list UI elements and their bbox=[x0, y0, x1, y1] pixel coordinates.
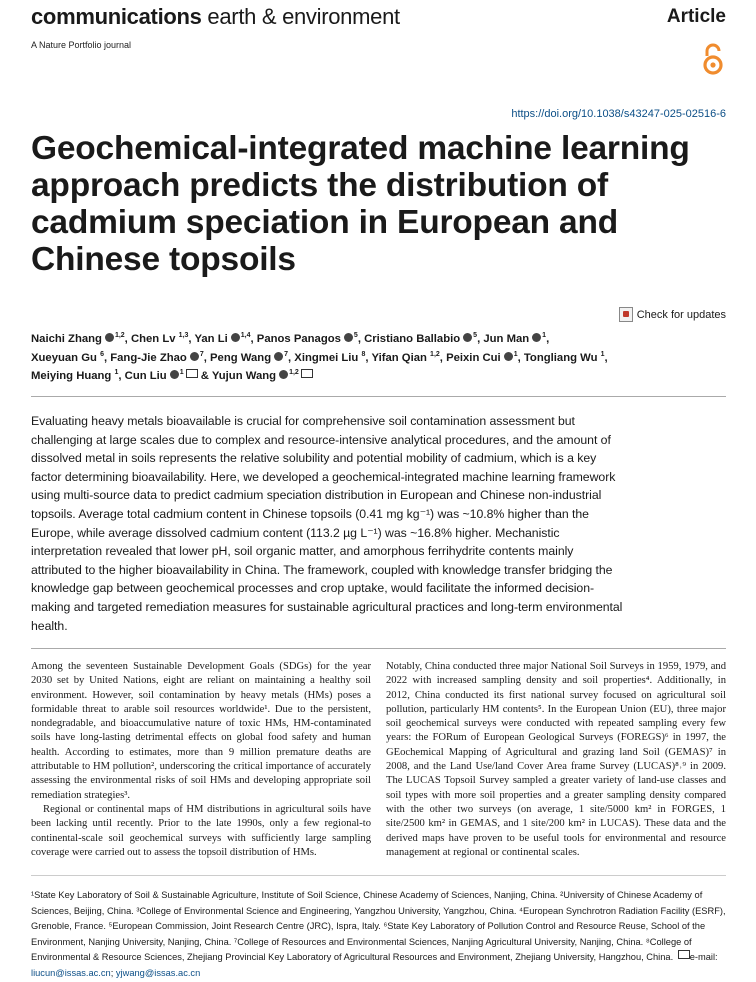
author-separator: , bbox=[188, 333, 195, 345]
journal-name bbox=[31, 4, 400, 30]
divider bbox=[31, 875, 726, 876]
author-name[interactable] bbox=[364, 333, 477, 345]
author-separator: , bbox=[604, 351, 608, 364]
author-name[interactable] bbox=[194, 333, 250, 345]
article-type: Article bbox=[666, 6, 726, 27]
author-name[interactable] bbox=[257, 333, 358, 345]
author-name-text: Peng Wang bbox=[210, 351, 272, 364]
orcid-icon[interactable] bbox=[190, 352, 199, 361]
doi-link[interactable]: https://doi.org/10.1038/s43247-025-02516-6 bbox=[511, 108, 726, 120]
author-affiliation-sup: 5 bbox=[473, 332, 478, 340]
author-name[interactable] bbox=[31, 352, 104, 364]
email-icon[interactable] bbox=[186, 369, 198, 378]
author-affiliation-sup: 1 bbox=[179, 369, 184, 377]
author-affiliation-sup: 5 bbox=[353, 332, 358, 340]
affiliations-text: ¹State Key Laboratory of Soil & Sustainable Agriculture, Institute of Soil Science, Chinese Academy of Sciences, Nanjing, China. ²University of Chinese Academy of Sciences, Beijing, China. ³College of Environmental Science and Engineering, Yangzhou University, Yangzhou, China. ⁴European Synchrotron Radiation Facility (ESRF), Grenoble, France. ⁵European Commission, Joint Research Centre (JRC), Ispra, Italy. ⁶State Key Laboratory of Pollution Control and Resource Reuse, School of the Environment, Nanjing University, Nanjing, China. ⁷College of Resources and Environmental Sciences, Nanjing Agricultural University, Nanjing, China. ⁸College of Environmental & Resource Sciences, Zhejiang Provincial Key Laboratory of Agricultural Resources and Environment, Zhejiang University, Hangzhou, China. bbox=[31, 890, 726, 963]
open-access-icon bbox=[700, 42, 726, 76]
author-name[interactable] bbox=[110, 352, 203, 364]
author-name-text: Yifan Qian bbox=[371, 351, 427, 364]
orcid-icon[interactable] bbox=[170, 370, 179, 379]
author-affiliation-sup: 1 bbox=[114, 369, 119, 377]
orcid-icon[interactable] bbox=[504, 352, 513, 361]
orcid-icon[interactable] bbox=[463, 333, 472, 342]
orcid-icon[interactable] bbox=[274, 352, 283, 361]
email-label: e-mail: bbox=[689, 952, 718, 963]
portfolio-label: A Nature Portfolio journal bbox=[31, 40, 132, 50]
author-affiliation-sup: 1,2 bbox=[289, 369, 299, 377]
author-separator: , bbox=[288, 351, 295, 364]
author-affiliation-sup: 7 bbox=[284, 350, 289, 358]
orcid-icon[interactable] bbox=[344, 333, 353, 342]
email-separator: ; bbox=[110, 967, 116, 978]
author-separator: , bbox=[203, 351, 211, 364]
author-separator: , bbox=[439, 351, 447, 364]
author-name-text: Cristiano Ballabio bbox=[364, 333, 461, 345]
author-affiliation-sup: 1,3 bbox=[178, 332, 189, 340]
paragraph: Regional or continental maps of HM distributions in agricultural soils have been lacking until recently. Prior to the late 1990s, only a few regional-to continental-scale soil geochemical surveys with sufficiently large sampling coverage were carried out to assess the topsoil distribution of HMs. bbox=[31, 803, 371, 858]
author-name-text: Xueyuan Gu bbox=[31, 351, 97, 364]
author-affiliation-sup: 8 bbox=[361, 350, 366, 358]
author-name-text: Panos Panagos bbox=[256, 333, 341, 345]
author-affiliation-sup: 1,2 bbox=[114, 332, 125, 340]
abstract: Evaluating heavy metals bioavailable is crucial for comprehensive soil contamination assessment but challenging at large scales due to complex and resource-intensive analytical procedures, and the amount of dissolved metal in soils represents the relative solubility and potential mobility of cadmium, which is a key factor determining bioavailability. Here, we developed a geochemical-integrated machine learning framework using multi-source data to predict cadmium speciation distribution in European and Chinese non-industrial topsoils. Average total cadmium content in Chinese topsoils (0.41 mg kg⁻¹) was ~10.8% higher than the Europe, while average dissolved cadmium content (113.2 µg L⁻¹) was ~16.8% higher. Mechanistic interpretation revealed that lower pH, soil organic matter, and amorphous ferrihydrite contents mainly attributed to the higher bioavailability in China. The framework, coupled with knowledge transfer bridging the knowledge gap between geochemical processes and crop uptake, would facilitate the informed decision-making and targeted remediation measures for sustainable agricultural practices and long-term environmental health. bbox=[31, 414, 623, 633]
body-column-2 bbox=[386, 660, 726, 860]
author-name-text: Tongliang Wu bbox=[523, 351, 598, 364]
author-separator: , bbox=[103, 351, 111, 364]
divider bbox=[31, 396, 726, 397]
author-separator: , bbox=[118, 370, 125, 382]
orcid-icon[interactable] bbox=[532, 333, 541, 342]
author-name[interactable] bbox=[212, 370, 313, 382]
author-affiliation-sup: 1 bbox=[513, 350, 518, 358]
author-affiliation-sup: 1 bbox=[600, 350, 605, 358]
author-separator: , bbox=[477, 333, 484, 345]
author-name-text: Jun Man bbox=[483, 333, 530, 345]
author-name-text: Chen Lv bbox=[130, 333, 176, 345]
author-list bbox=[31, 330, 731, 386]
orcid-icon[interactable] bbox=[105, 333, 114, 342]
journal-name-light: earth & environment bbox=[207, 4, 400, 29]
author-name[interactable] bbox=[483, 333, 546, 345]
author-name[interactable] bbox=[524, 352, 605, 364]
article-title: Geochemical-integrated machine learning approach predicts the distribution of cadmium speciation in European and Chinese topsoils bbox=[31, 130, 690, 278]
author-name-text: Yujun Wang bbox=[211, 370, 277, 382]
affiliations bbox=[31, 888, 726, 982]
paragraph: Notably, China conducted three major National Soil Surveys in 1959, 1979, and 2022 with increased sampling density and soil properties⁴. Additionally, in 2012, China conducted its first national survey focused on agricultural soil pollution, particularly HM contents⁵. In the European Union (EU), three major soil geochemical surveys were conducted with repeated sampling every few years: the FORum of European Geological Surveys (FOREGS)⁶ in 1997, the GEochemical Mapping of Agricultural and grazing land Soil (GEMAS)⁷ in 2008, and the Land Use/land Cover Area frame Survey (LUCAS)⁸˒⁹ in 2009. The LUCAS Topsoil Survey sampled a greater variety of land-use classes and soil types with more soil properties and a greater sampling density compared with the other two surveys (on average, 1 site/5000 km² in FORGES, 1 site/2500 km² in GEMAS, and 1 site/200 km² in LUCAS). These data and the derived maps have proven to be useful tools for environmental and resource management at regional or continental scales. bbox=[386, 661, 726, 858]
author-affiliation-sup: 1 bbox=[542, 332, 547, 340]
author-separator: , bbox=[357, 333, 365, 345]
orcid-icon[interactable] bbox=[231, 333, 240, 342]
author-separator: , bbox=[546, 333, 550, 345]
author-name[interactable] bbox=[31, 333, 125, 345]
author-name[interactable] bbox=[125, 370, 198, 382]
author-name-text: Peixin Cui bbox=[446, 351, 501, 364]
journal-name-bold: communications bbox=[31, 4, 202, 29]
author-separator: , bbox=[250, 333, 257, 345]
author-affiliation-sup: 1,2 bbox=[430, 350, 440, 358]
email-link-2[interactable]: yjwang@issas.ac.cn bbox=[115, 967, 201, 978]
author-affiliation-sup: 7 bbox=[199, 350, 204, 358]
author-affiliation-sup: 1,4 bbox=[240, 332, 251, 340]
author-name[interactable] bbox=[294, 352, 365, 364]
author-affiliation-sup: 6 bbox=[100, 350, 104, 358]
author-name-text: Xingmei Liu bbox=[294, 351, 359, 364]
orcid-icon[interactable] bbox=[279, 370, 288, 379]
author-separator: , bbox=[124, 333, 131, 345]
email-link-1[interactable]: liucun@issas.ac.cn bbox=[31, 967, 111, 978]
paragraph: Among the seventeen Sustainable Development Goals (SDGs) for the year 2030 set by United Nations, eight are reliant on maintaining a healthy soil environment. However, soil contamination by heavy metals (HMs) poses a formidable threat to arable soil resources worldwide¹. Due to the persistent, nondegradable, and bioaccumulative nature of toxic HMs, HM-contaminated soils have long-lasting detrimental effects on global food safety and human health. According to estimates, more than 9 million premature deaths are attributable to HM pollution², underscoring the critical importance of accurately assessing the environmental risks of soil HMs and developing appropriate soil remediation strategies³. bbox=[31, 661, 371, 801]
body-column-1 bbox=[31, 660, 371, 860]
author-separator: , bbox=[365, 351, 372, 364]
email-icon[interactable] bbox=[301, 369, 313, 378]
author-name-text: Fang-Jie Zhao bbox=[110, 351, 187, 364]
author-name-text: Naichi Zhang bbox=[31, 333, 102, 345]
author-name[interactable] bbox=[446, 352, 518, 364]
author-name[interactable] bbox=[131, 333, 188, 345]
check-updates-button[interactable] bbox=[619, 307, 726, 322]
author-name-text: Cun Liu bbox=[124, 370, 167, 382]
author-separator: , bbox=[517, 351, 524, 364]
email-icon bbox=[678, 950, 690, 959]
author-name[interactable] bbox=[371, 352, 439, 364]
author-name-text: Meiying Huang bbox=[31, 370, 112, 382]
author-name[interactable] bbox=[210, 352, 288, 364]
check-updates-icon bbox=[619, 307, 633, 322]
author-name[interactable] bbox=[31, 370, 118, 382]
author-name-text: Yan Li bbox=[194, 333, 228, 345]
check-updates-label: Check for updates bbox=[636, 308, 726, 321]
divider bbox=[31, 648, 726, 649]
author-separator: & bbox=[197, 370, 212, 382]
